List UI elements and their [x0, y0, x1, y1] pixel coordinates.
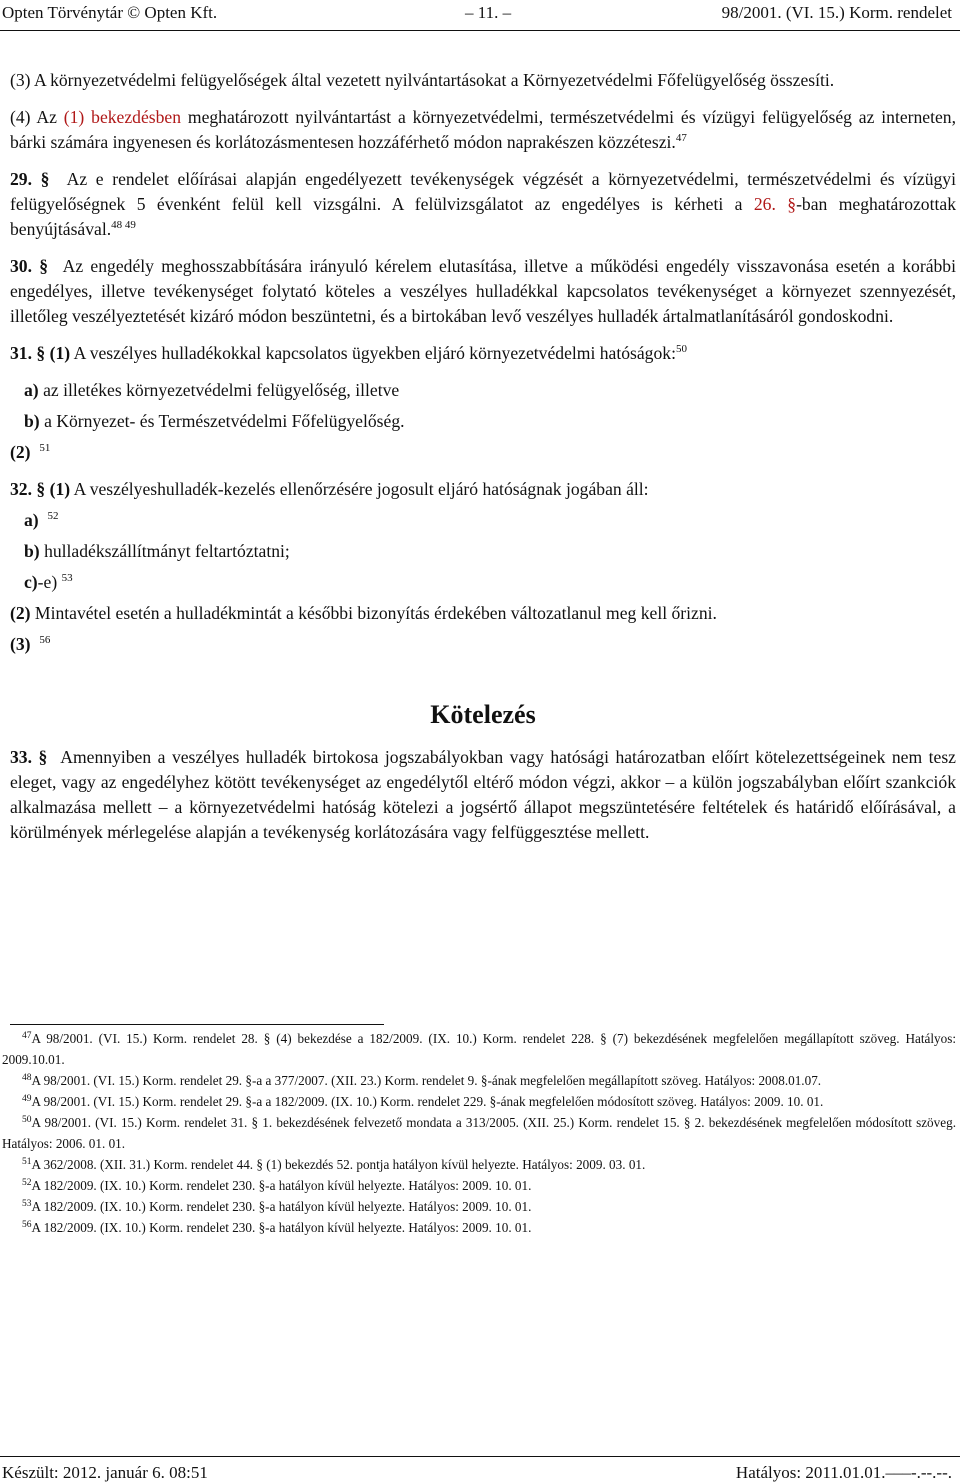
- footnote-ref-51[interactable]: 51: [39, 442, 51, 454]
- document-body: [10, 68, 956, 857]
- section-sign-icon: §: [38, 747, 48, 767]
- footer-created-date: Készült: 2012. január 6. 08:51: [2, 1463, 208, 1482]
- section-32: 32. § (1) A veszélyeshulladék-kezelés ellenőrzésére jogosult eljáró hatóságnak jogában áll:: [10, 479, 649, 499]
- footer-effective-date: Hatályos: 2011.01.01.–––-.--.--.: [735, 1463, 952, 1482]
- section-number: 31.: [10, 343, 32, 363]
- section-number: 32.: [10, 479, 32, 499]
- footer-rule: [0, 1456, 960, 1457]
- header-regulation-title: 98/2001. (VI. 15.) Korm. rendelet: [721, 3, 952, 22]
- section-sign-icon: §: [36, 479, 46, 499]
- paragraph-28-4: (4) Az (1) bekezdésben meghatározott nyilvántartást a környezetvédelmi, természetvédelmi és vízügyi felügyelőség az interneten, bárki számára ingyenesen és korlátozásmentesen hozzáférhető módon naprakészen közzéteszi.$^{47}$: [10, 107, 956, 152]
- footnote: $^{53}$A 182/2009. (IX. 10.) Korm. rendelet 230. §-a hatályon kívül helyezte. Hatályos: 2009. 10. 01.: [22, 1199, 532, 1214]
- section-31: 31. § (1) A veszélyes hulladékokkal kapcsolatos ügyekben eljáró környezetvédelmi hatóságok:$^{50}$: [10, 343, 687, 363]
- footnote: $^{56}$A 182/2009. (IX. 10.) Korm. rendelet 230. §-a hatályon kívül helyezte. Hatályos: 2009. 10. 01.: [22, 1220, 532, 1235]
- list-item: c)-e) $^{53}$: [24, 572, 73, 592]
- section-29: 29. § Az e rendelet előírásai alapján engedélyezett tevékenységek végzését a környezetvédelmi, természetvédelmi és vízügyi felügyelőségnek 5 évenként felül kell vizsgálni. A felülvizsgálatot az engedélyes is kérheti a 26. §-ban meghatározottak benyújtásával.$^{48 49}$: [10, 169, 956, 239]
- page-footer: [0, 1462, 960, 1484]
- footnote-ref-48-49[interactable]: 48 49: [111, 219, 136, 231]
- footnote: $^{52}$A 182/2009. (IX. 10.) Korm. rendelet 230. §-a hatályon kívül helyezte. Hatályos: 2009. 10. 01.: [22, 1178, 532, 1193]
- chapter-heading: Kötelezés: [430, 700, 536, 729]
- section-number: 30.: [10, 256, 32, 276]
- footnote-ref-53[interactable]: 53: [61, 572, 73, 584]
- list-item: a) $^{52}$: [24, 510, 59, 530]
- section-30: 30. § Az engedély meghosszabbítására irányuló kérelem elutasítása, illetve a működési engedély visszavonása esetén a korábbi engedélyes, illetve tevékenységet folytató köteles a veszélyes hulladékkal kapcsolatos tevékenységet a környezet szennyezését, illetőleg veszélyeztetését kizáró módon beszüntetni, és a birtokában levő veszélyes hulladék ártalmatlanításáról gondoskodni.: [10, 256, 956, 326]
- section-33: 33. § Amennyiben a veszélyes hulladék birtokosa jogszabályokban vagy hatósági határozatban előírt kötelezettségeinek nem tesz eleget, vagy az engedélyhez kötött tevékenységet az engedélytől eltérő módon végzi, akkor – a külön jogszabályban előírt szankciók alkalmazása mellett – a környezetvédelmi hatóság kötelezi a jogsértő állapot megszüntetésére feltételek és határidő előírásával, a körülmények mérlegelése alapján a tevékenység korlátozására vagy felfüggesztése mellett.: [10, 747, 956, 842]
- header-source: Opten Törvénytár © Opten Kft.: [2, 3, 218, 22]
- footnote-ref-52[interactable]: 52: [47, 510, 59, 522]
- footnotes: [2, 1028, 956, 1238]
- section-sign-icon: §: [39, 256, 49, 276]
- footnote: $^{47}$A 98/2001. (VI. 15.) Korm. rendelet 28. § (4) bekezdése a 182/2009. (IX. 10.) Korm. rendelet 228. § (7) bekezdésének megfelelően megállapított szöveg. Hatályos: 2009.10.01.: [2, 1031, 956, 1067]
- section-sign-icon: §: [40, 169, 50, 189]
- paragraph-32-2: (2) Mintavétel esetén a hulladékmintát a későbbi bizonyítás érdekében változatlanul meg kell őrizni.: [10, 603, 717, 623]
- section-sign-icon: §: [36, 343, 46, 363]
- header-page-number: – 11. –: [465, 3, 512, 22]
- paragraph-28-3: (3) A környezetvédelmi felügyelőségek által vezetett nyilvántartásokat a Környezetvédelmi Főfelügyelőség összesíti.: [10, 70, 835, 90]
- section-number: 33.: [10, 747, 32, 767]
- page-header: [0, 2, 960, 24]
- footnote: $^{48}$A 98/2001. (VI. 15.) Korm. rendelet 29. §-a a 377/2007. (XII. 23.) Korm. rendelet 9. §-ának megfelelően megállapított szöveg. Hatályos: 2008.01.07.: [22, 1073, 822, 1088]
- footnote-ref-56[interactable]: 56: [39, 634, 51, 646]
- list-item: a) az illetékes környezetvédelmi felügyelőség, illetve: [24, 380, 400, 400]
- footnote-separator: [10, 1024, 384, 1025]
- header-rule: [0, 30, 960, 31]
- list-item: b) hulladékszállítmányt feltartóztatni;: [24, 541, 290, 561]
- reference-link-bekezdes-1[interactable]: (1) bekezdésben: [63, 107, 182, 127]
- section-number: 29.: [10, 169, 32, 189]
- list-item: b) a Környezet- és Természetvédelmi Főfelügyelőség.: [24, 411, 405, 431]
- footnote-ref-50[interactable]: 50: [675, 343, 687, 355]
- reference-link-section-26[interactable]: 26. §: [753, 194, 797, 214]
- footnote: $^{51}$A 362/2008. (XII. 31.) Korm. rendelet 44. § (1) bekezdés 52. pontja hatályon kívül helyezte. Hatályos: 2009. 03. 01.: [22, 1157, 646, 1172]
- paragraph-31-2: (2) $^{51}$: [10, 442, 51, 462]
- paragraph-32-3: (3) $^{56}$: [10, 634, 51, 654]
- footnote-ref-47[interactable]: 47: [675, 132, 687, 144]
- footnote: $^{49}$A 98/2001. (VI. 15.) Korm. rendelet 29. §-a a 182/2009. (IX. 10.) Korm. rendelet 229. §-ának megfelelően módosított szöveg. Hatályos: 2009. 10. 01.: [22, 1094, 824, 1109]
- footnote: $^{50}$A 98/2001. (VI. 15.) Korm. rendelet 31. § 1. bekezdésének felvezető mondata a 313/2005. (XII. 25.) Korm. rendelet 15. § 2. bekezdésének megfelelően módosított szöveg. Hatályos: 2006. 01. 01.: [2, 1115, 956, 1151]
